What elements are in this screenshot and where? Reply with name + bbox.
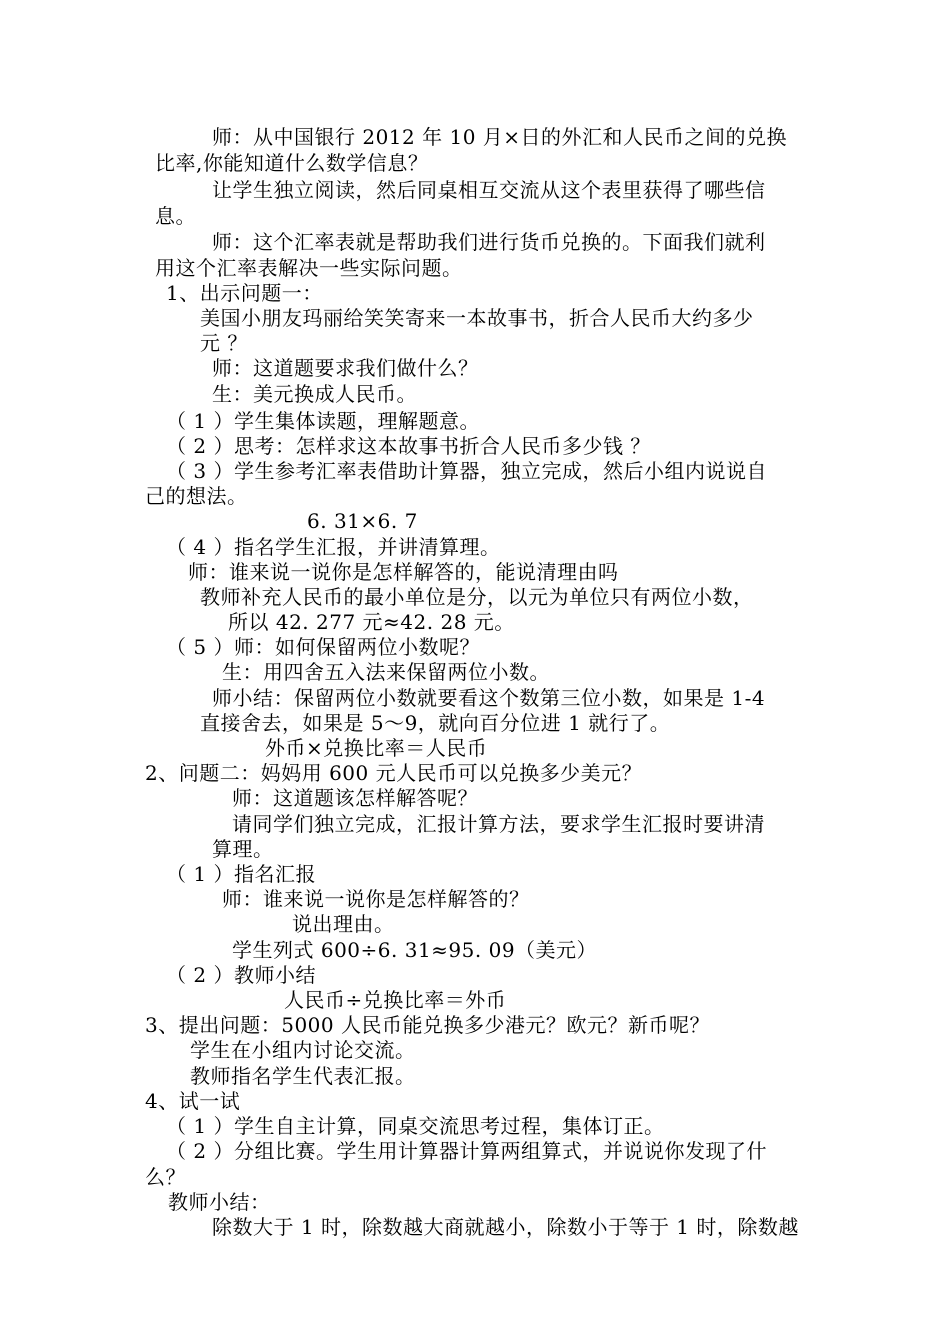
text-line: 师：从中国银行 2012 年 10 月×日的外汇和人民币之间的兑换 <box>212 125 788 149</box>
text-line: 元 ？ <box>200 331 248 355</box>
text-line: 美国小朋友玛丽给笑笑寄来一本故事书，折合人民币大约多少 <box>200 306 754 330</box>
text-line: （ 3 ）学生参考汇率表借助计算器，独立完成，然后小组内说说自 <box>166 459 767 483</box>
text-line: 用这个汇率表解决一些实际问题。 <box>155 256 463 280</box>
text-line: （ 2 ）分组比赛。学生用计算器计算两组算式，并说说你发现了什 <box>166 1139 767 1163</box>
text-line: 师：谁来说一说你是怎样解答的？ <box>222 887 530 911</box>
text-line: 师小结：保留两位小数就要看这个数第三位小数，如果是 1-4 <box>212 686 766 710</box>
text-line: （ 2 ）教师小结 <box>166 963 316 987</box>
text-line: （ 2 ）思考：怎样求这本故事书折合人民币多少钱 ？ <box>166 434 651 458</box>
formula-line: 外币×兑换比率＝人民币 <box>265 736 488 760</box>
text-line: 师：这道题该怎样解答呢？ <box>232 786 478 810</box>
text-line: 除数大于 1 时，除数越大商就越小，除数小于等于 1 时，除数越 <box>212 1215 799 1239</box>
text-line: 己的想法。 <box>145 484 248 508</box>
text-line: 生：用四舍五入法来保留两位小数。 <box>222 660 550 684</box>
formula-line: 人民币÷兑换比率＝外币 <box>284 988 507 1012</box>
text-line: 教师指名学生代表汇报。 <box>190 1064 416 1088</box>
section-heading: 1、出示问题一： <box>166 281 323 305</box>
text-line: 请同学们独立完成，汇报计算方法，要求学生汇报时要讲清 <box>232 812 765 836</box>
text-line: 直接舍去，如果是 5～9，就向百分位进 1 就行了。 <box>200 711 671 735</box>
text-line: （ 1 ）学生集体读题，理解题意。 <box>166 409 480 433</box>
section-heading: 4、试一试 <box>145 1089 241 1113</box>
section-heading: 2、问题二：妈妈用 600 元人民币可以兑换多少美元？ <box>145 761 643 785</box>
section-heading: 3、提出问题：5000 人民币能兑换多少港元？欧元？新币呢？ <box>145 1013 710 1037</box>
text-line: 学生在小组内讨论交流。 <box>190 1038 416 1062</box>
text-line: （ 1 ）指名汇报 <box>166 862 316 886</box>
text-line: 所以 42. 277 元≈42. 28 元。 <box>228 610 515 634</box>
text-line: 说出理由。 <box>292 912 395 936</box>
text-line: 么？ <box>145 1165 186 1189</box>
text-line: 教师小结： <box>168 1190 271 1214</box>
text-line: （ 4 ）指名学生汇报，并讲清算理。 <box>166 535 501 559</box>
formula-line: 6. 31×6. 7 <box>307 509 418 533</box>
text-line: 算理。 <box>212 837 274 861</box>
formula-line: 学生列式 600÷6. 31≈95. 09（美元） <box>232 938 598 962</box>
text-line: （ 1 ）学生自主计算，同桌交流思考过程，集体订正。 <box>166 1114 665 1138</box>
text-line: 让学生独立阅读，然后同桌相互交流从这个表里获得了哪些信 <box>212 178 766 202</box>
text-line: 教师补充人民币的最小单位是分，以元为单位只有两位小数， <box>200 585 754 609</box>
text-line: 师：谁来说一说你是怎样解答的，能说清理由吗 <box>188 560 619 584</box>
text-line: 生：美元换成人民币。 <box>212 382 417 406</box>
text-line: 息。 <box>155 204 196 228</box>
text-line: 师：这道题要求我们做什么？ <box>212 356 479 380</box>
text-line: 师：这个汇率表就是帮助我们进行货币兑换的。下面我们就利 <box>212 230 766 254</box>
text-line: 比率,你能知道什么数学信息？ <box>155 151 429 175</box>
text-line: （ 5 ）师：如何保留两位小数呢？ <box>166 635 480 659</box>
